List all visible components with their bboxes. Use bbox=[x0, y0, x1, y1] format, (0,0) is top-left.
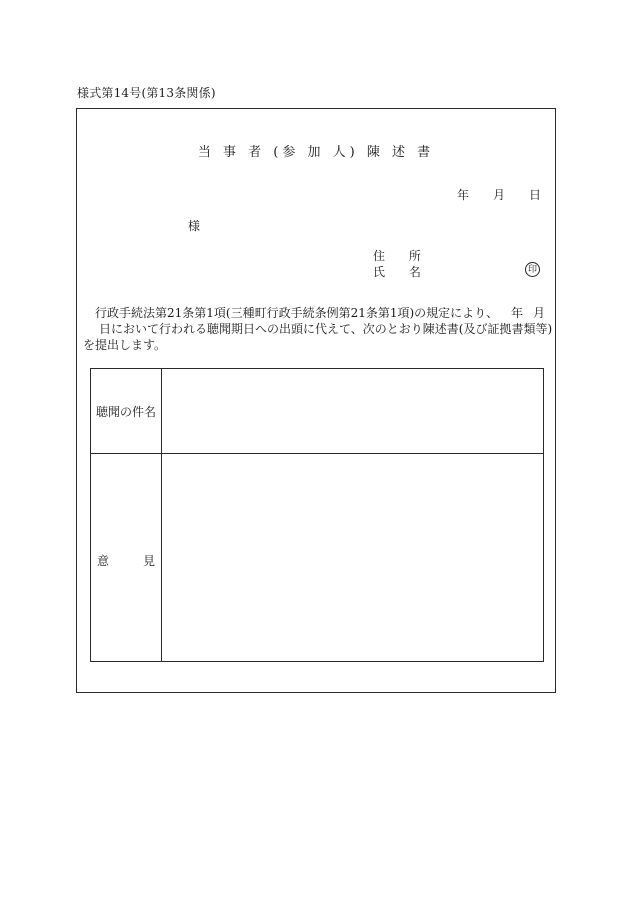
body-line-2: 日において行われる聴聞期日への出頭に代えて、次のとおり陳述書(及び証拠書類等) bbox=[99, 322, 553, 336]
statement-form bbox=[76, 108, 556, 693]
hearing-title-field[interactable] bbox=[162, 369, 543, 453]
name-label: 氏 名 bbox=[373, 265, 431, 279]
addressee-suffix: 様 bbox=[188, 219, 201, 233]
body-line-1-text: 行政手続法第21条第1項(三種町行政手続条例第21条第1項)の規定により、 bbox=[95, 306, 499, 320]
document-title: 当 事 者 (参 加 人) 陳 述 書 bbox=[197, 145, 435, 160]
form-number: 様式第14号(第13条関係) bbox=[77, 86, 216, 100]
opinion-label bbox=[97, 552, 155, 569]
body-line-1 bbox=[83, 305, 551, 321]
opinion-label-left: 意 bbox=[97, 554, 110, 568]
statement-table bbox=[90, 368, 544, 662]
hearing-title-label: 聴聞の件名 bbox=[95, 405, 156, 419]
statement-body bbox=[83, 305, 551, 353]
body-year-label: 年 bbox=[511, 306, 524, 320]
date-year-label: 年 bbox=[457, 188, 470, 202]
opinion-label-right: 見 bbox=[142, 554, 155, 568]
opinion-field[interactable] bbox=[162, 454, 543, 661]
body-line-3: を提出します。 bbox=[83, 338, 167, 352]
address-label: 住 所 bbox=[373, 249, 431, 263]
seal-icon: 印 bbox=[525, 262, 540, 277]
body-month-label: 月 bbox=[532, 306, 545, 320]
date-month-label: 月 bbox=[493, 188, 506, 202]
date-day-label: 日 bbox=[529, 188, 542, 202]
